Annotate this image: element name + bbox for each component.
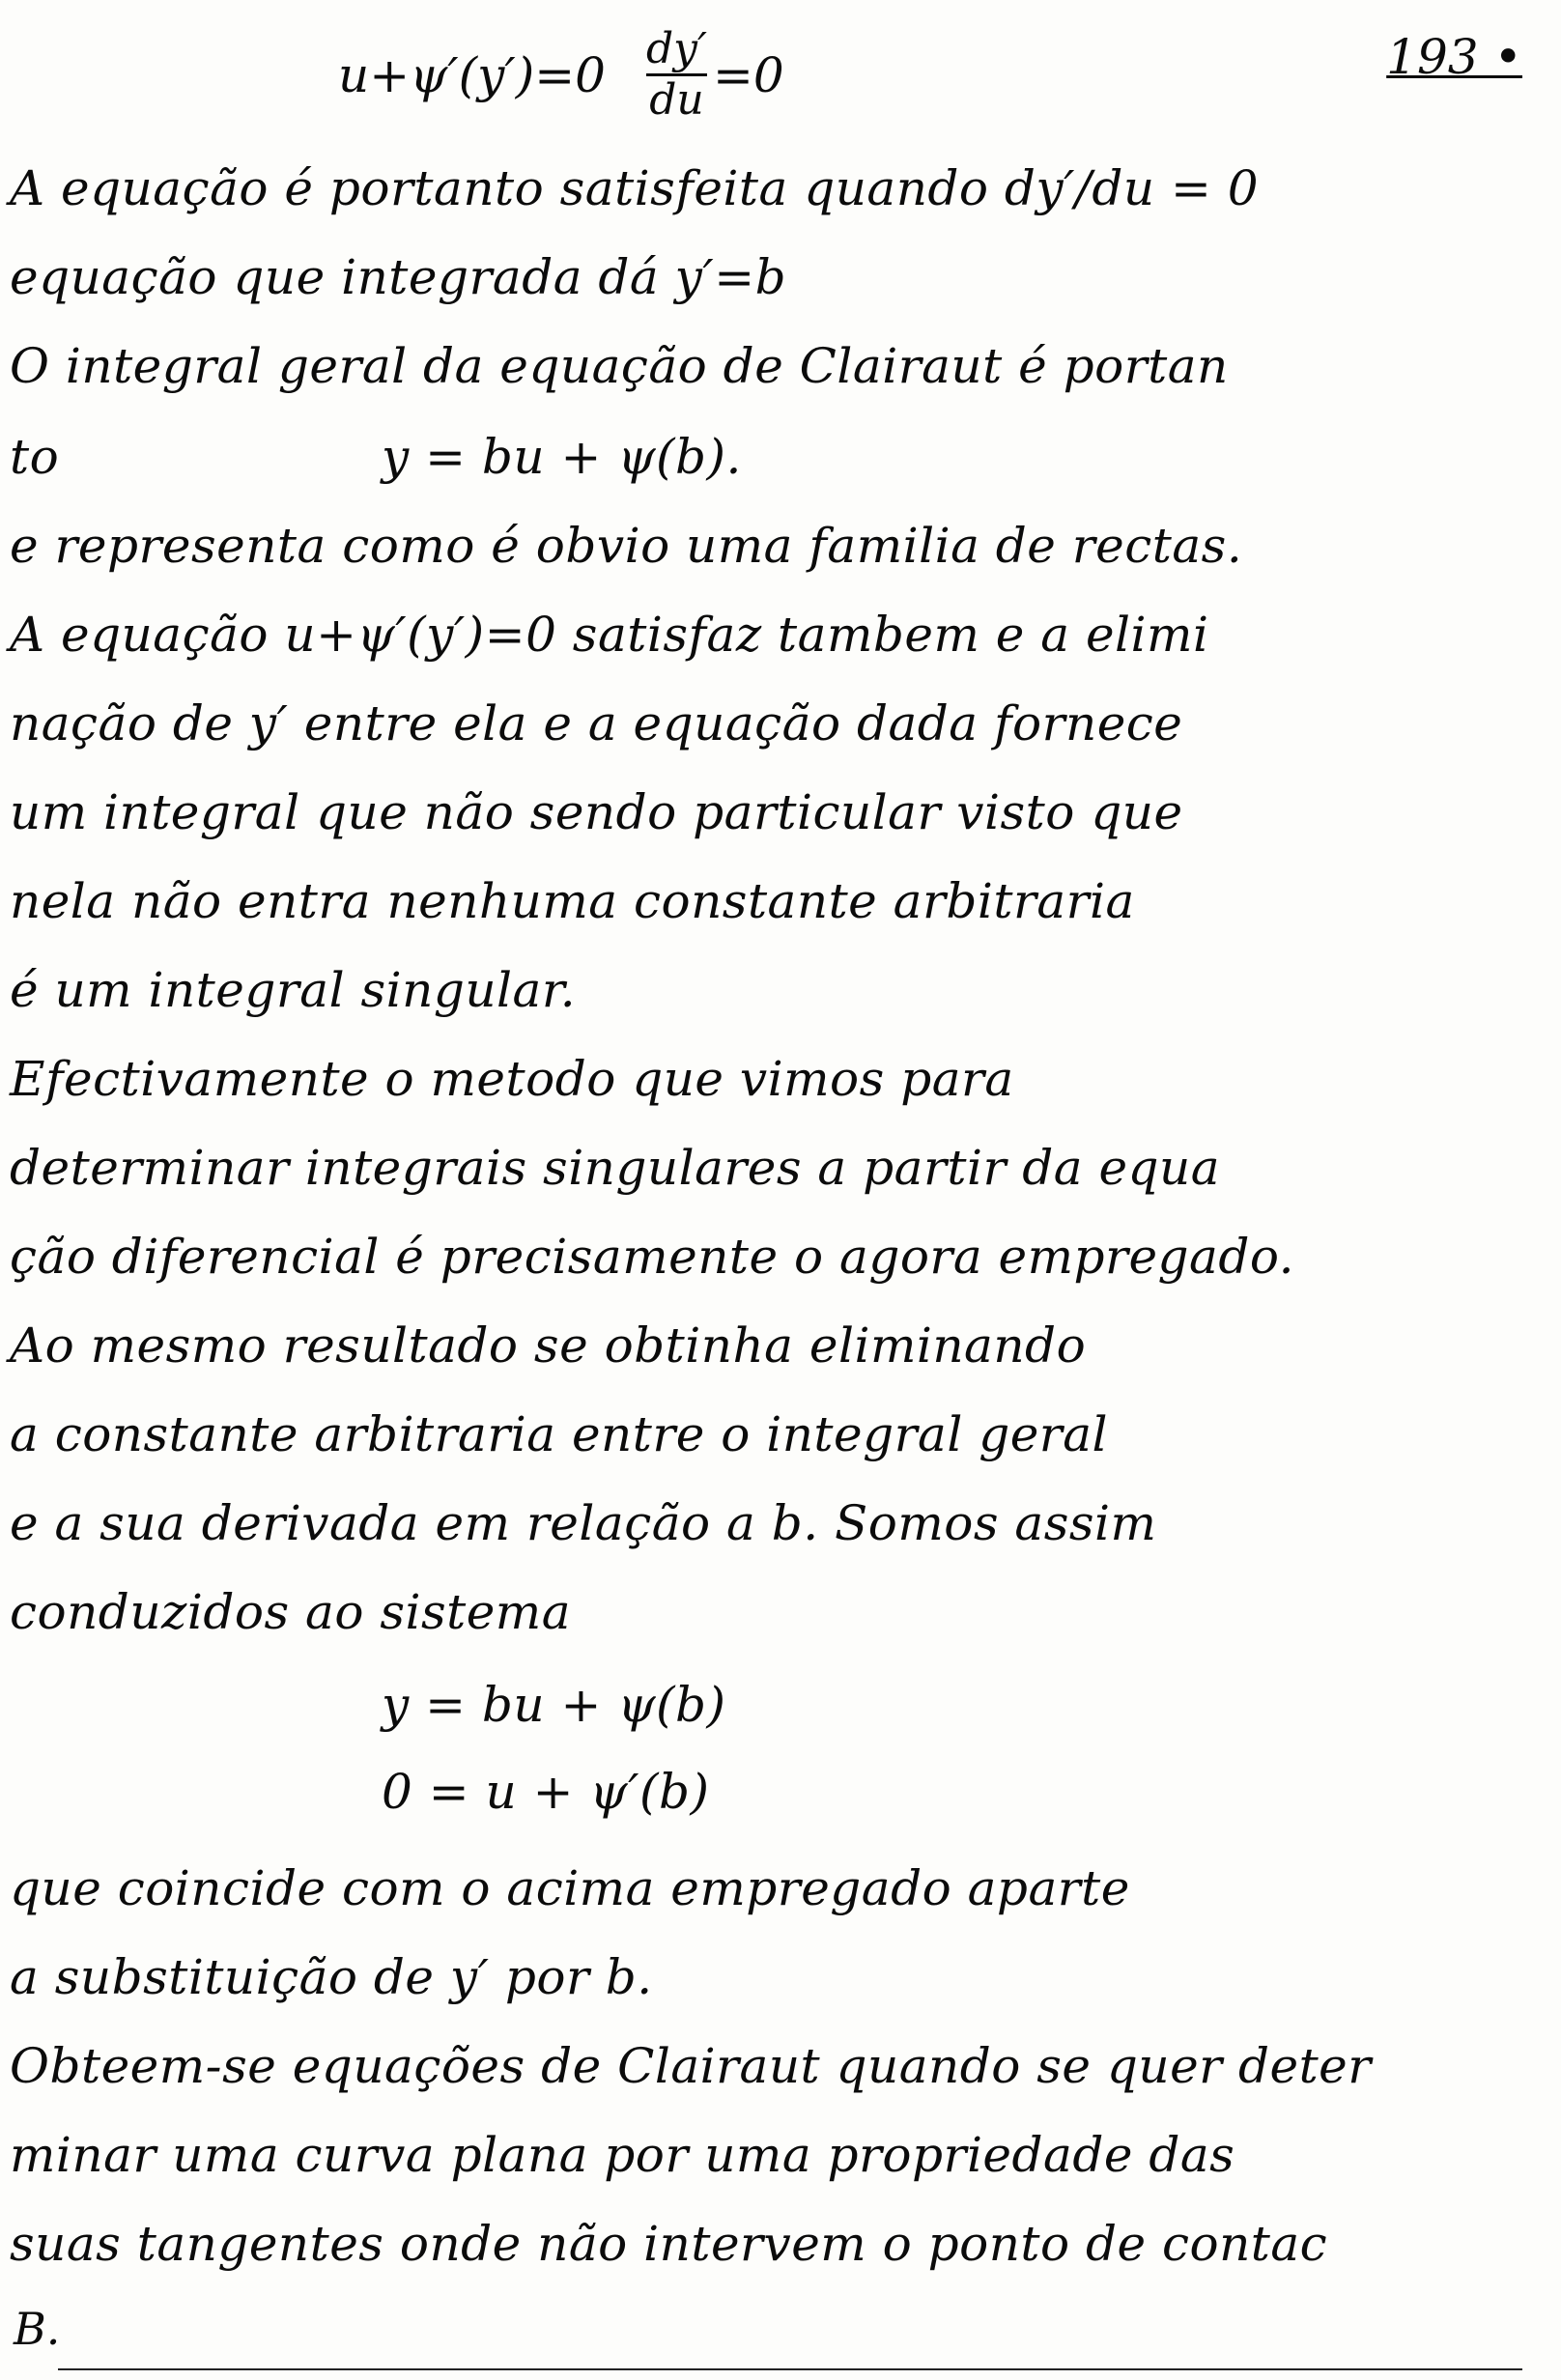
text-line-3: O integral geral da equação de Clairaut é portan (10, 338, 1229, 394)
footer-mark: B. (14, 2303, 61, 2355)
text-line-13: ção diferencial é precisamente o agora empregado. (10, 1229, 1294, 1285)
fraction-numerator: dy′ (645, 24, 707, 73)
text-line-4: to (10, 429, 60, 485)
text-line-16: e a sua derivada em relação a b. Somos assim (10, 1495, 1157, 1551)
text-line-10: é um integral singular. (10, 962, 577, 1018)
text-line-6: A equação u+ψ′(y′)=0 satisfaz tambem e a elimi (10, 607, 1209, 663)
text-line-14: Ao mesmo resultado se obtinha eliminando (10, 1318, 1087, 1374)
header-equation-left: u+ψ′(y′)=0 (338, 46, 606, 103)
text-line-22: suas tangentes onde não intervem o ponto de contac (10, 2216, 1328, 2272)
text-line-21: minar uma curva plana por uma propriedade das (10, 2127, 1235, 2183)
equation-line-1: y = bu + ψ(b). (382, 429, 742, 485)
system-equation-1: y = bu + ψ(b) (382, 1677, 726, 1733)
fraction-rhs: =0 (713, 46, 784, 103)
text-line-17: conduzidos ao sistema (10, 1584, 572, 1640)
text-line-18: que coincide com o acima empregado aparte (10, 1860, 1130, 1916)
system-equation-2: 0 = u + ψ′(b) (382, 1764, 710, 1820)
text-line-7: nação de y′ entre ela e a equação dada fornece (10, 695, 1183, 751)
page-number: 193 • (1386, 29, 1522, 85)
text-line-5: e representa como é obvio uma familia de rectas. (10, 518, 1243, 574)
footer-rule (58, 2368, 1522, 2370)
text-line-12: determinar integrais singulares a partir da equa (10, 1140, 1221, 1196)
text-line-1: A equação é portanto satisfeita quando dy′/du = 0 (10, 160, 1260, 216)
header-equation (338, 24, 784, 126)
text-line-11: Efectivamente o metodo que vimos para (10, 1051, 1014, 1107)
text-line-19: a substituição de y′ por b. (10, 1949, 653, 2005)
text-line-8: um integral que não sendo particular visto que (10, 784, 1183, 840)
fraction-denominator: du (649, 75, 704, 126)
header-fraction (645, 24, 707, 126)
text-line-15: a constante arbitraria entre o integral geral (10, 1406, 1109, 1462)
text-line-2: equação que integrada dá y′=b (10, 249, 787, 305)
text-line-9: nela não entra nenhuma constante arbitraria (10, 873, 1135, 929)
text-line-20: Obteem-se equações de Clairaut quando se quer deter (10, 2038, 1372, 2094)
